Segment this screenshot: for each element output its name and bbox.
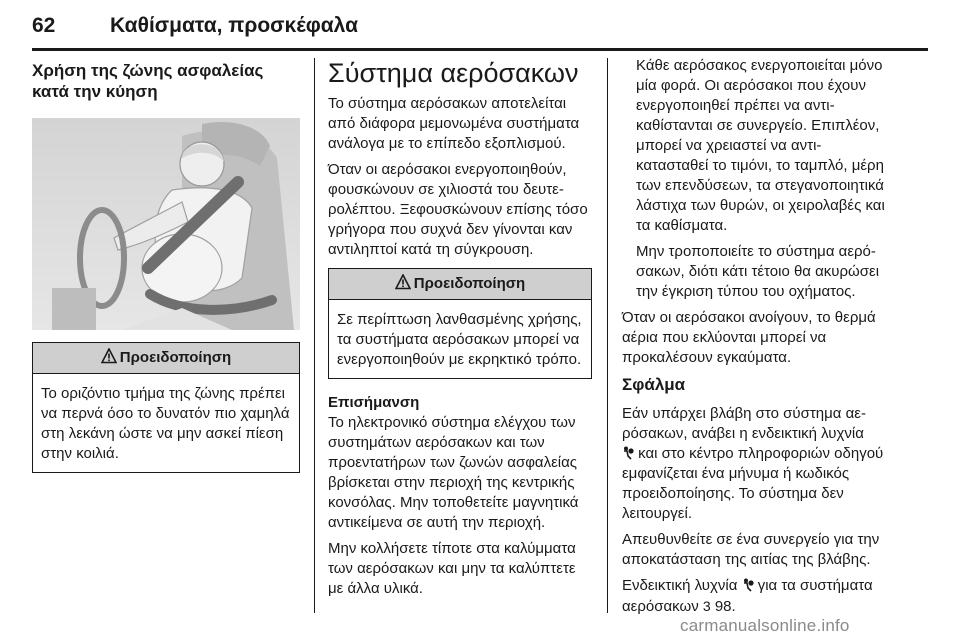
text-span: Ενδεικτική λυχνία	[622, 577, 738, 594]
watermark: carmanualsonline.info	[680, 616, 850, 635]
column-divider	[607, 58, 608, 613]
section-title: Σύστημα αερόσακων	[328, 58, 579, 88]
warning-header	[329, 269, 591, 300]
paragraph	[622, 404, 888, 524]
paragraph: Το σύστημα αερόσακων αποτελείται από διάφορα μεμονωμένα συστήματα ανάλογα με το επίπεδο εξοπλισμού.	[328, 95, 580, 152]
warning-box	[32, 342, 300, 473]
column-2	[328, 56, 592, 605]
fault-heading: Σφάλμα	[622, 375, 686, 394]
airbag-warning-lamp-icon	[622, 446, 634, 460]
text-span: Εάν υπάρχει βλάβη στο σύστημα αερόσακων, ανάβει η ενδεικτική λυχνία	[622, 405, 866, 442]
paragraph: Όταν οι αερόσακοι ενεργοποιηθούν, φουσκώνουν σε χιλιοστά του δευτερολέπτου. Ξεφουσκώνουν επίσης τόσο γρήγορα που συχνά δεν γίνονται καν αντιληπτοί κατά τη σύγκρουση.	[328, 161, 588, 258]
warning-box	[328, 268, 592, 379]
warning-text: Το οριζόντιο τμήμα της ζώνης πρέπει να περνά όσο το δυνατόν πιο χαμηλά στη λεκάνη ώστε να μην ασκεί πίεση στην κοιλιά.	[41, 385, 290, 462]
note-text: Το ηλεκτρονικό σύστημα ελέγχου των συστημάτων αερόσακων και των προεντατήρων των ζωνών ασφαλείας βρίσκεται στην περιοχή της κεντρικής κονσόλας. Μην τοποθετείτε μαγνητικά αντικείμενα σε αυτή την περιοχή.	[328, 414, 579, 531]
warning-text: Σε περίπτωση λανθασμένης χρήσης, τα συστήματα αερόσακων μπορεί να ενεργοποιηθούν με εκρηκτικό τρόπο.	[337, 311, 582, 368]
note-title: Επισήμανση	[328, 394, 420, 411]
page-header	[0, 0, 960, 52]
text-span: και στο κέντρο πληροφοριών οδηγού εμφανίζεται ένα μήνυμα ή κωδικός προειδοποίησης. Το σύστημα δεν λειτουργεί.	[622, 445, 884, 522]
text-span: για τα συστήματα αερόσακων	[622, 577, 873, 615]
section-heading: Χρήση της ζώνης ασφαλείας κατά την κύηση	[32, 61, 264, 101]
warning-header	[33, 343, 299, 374]
pregnant-driver-seatbelt-illustration	[32, 118, 300, 330]
column-divider	[314, 58, 315, 613]
page-reference[interactable]: 98.	[714, 598, 736, 615]
chapter-title: Καθίσματα, προσκέφαλα	[110, 14, 358, 37]
paragraph: Κάθε αερόσακος ενεργοποιείται μόνο μία φορά. Οι αερόσακοι που έχουν ενεργοποιηθεί πρέπει να αντικαθίστανται σε συνεργείο. Επιπλέον, μπορεί να χρειαστεί να αντικατασταθεί το τιμόνι, το ταμπλό, μέρη των επενδύσεων, τα στεγανοποιητικά λάστιχα των θυρών, οι χειρολαβές και τα καθίσματα.	[636, 57, 885, 234]
column-3	[622, 56, 888, 623]
header-rule	[32, 48, 928, 51]
page-number: 62	[32, 14, 56, 37]
paragraph	[622, 576, 888, 617]
warning-title: Προειδοποίηση	[413, 275, 526, 292]
page-reference-arrow-icon: 3	[702, 598, 711, 614]
warning-title: Προειδοποίηση	[119, 349, 232, 366]
paragraph: Μην κολλήσετε τίποτε στα καλύμματα των αερόσακων και μην τα καλύπτετε με άλλα υλικά.	[328, 540, 576, 597]
column-1	[32, 56, 300, 473]
paragraph: Απευθυνθείτε σε ένα συνεργείο για την αποκατάσταση της αιτίας της βλάβης.	[622, 531, 880, 568]
paragraph: Μην τροποποιείτε το σύστημα αερόσακων, διότι κάτι τέτοιο θα ακυρώσει την έγκριση τύπου του οχήματος.	[636, 243, 880, 300]
paragraph: Όταν οι αερόσακοι ανοίγουν, το θερμά αέρια που εκλύονται μπορεί να προκαλέσουν εγκαύματα.	[622, 309, 876, 366]
warning-triangle-icon	[101, 348, 117, 364]
airbag-warning-lamp-icon	[742, 578, 754, 592]
warning-triangle-icon	[395, 274, 411, 290]
